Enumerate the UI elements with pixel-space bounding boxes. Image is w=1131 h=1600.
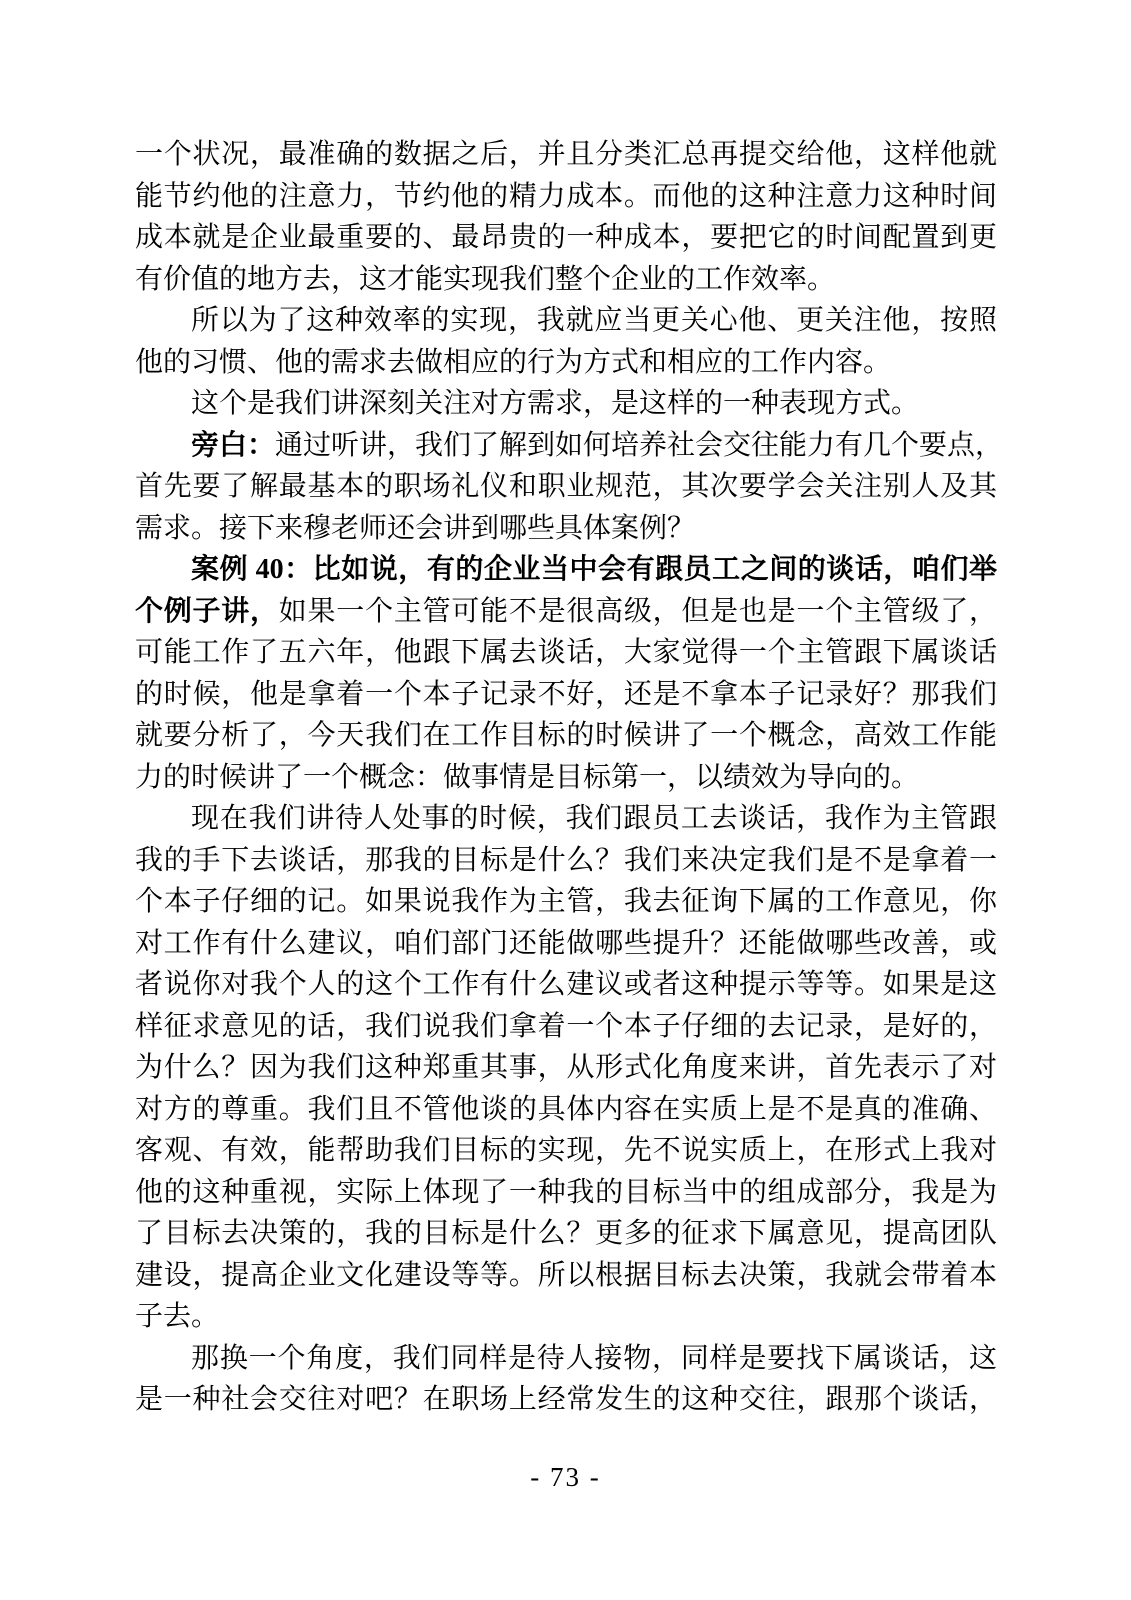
text-line — [135, 632, 997, 674]
text-segment: 对工作有什么建议，咱们部门还能做哪些提升？还能做哪些改善，或 — [135, 927, 997, 959]
text-segment: 者说你对我个人的这个工作有什么建议或者这种提示等等。如果是这 — [135, 969, 997, 1000]
text-segment: 首先要了解最基本的职场礼仪和职业规范，其次要学会关注别人及其 — [135, 471, 997, 502]
text-line — [135, 549, 997, 591]
text-segment: 他的这种重视，实际上体现了一种我的目标当中的组成部分，我是为 — [135, 1176, 997, 1208]
text-segment: 是一种社会交往对吧？在职场上经常发生的这种交往，跟那个谈话， — [135, 1384, 997, 1415]
bold-text-segment: 案例 40：比如说，有的企业当中会有跟员工之间的谈话，咱们举 — [191, 554, 997, 585]
text-line — [135, 217, 997, 259]
text-line — [135, 134, 997, 176]
text-segment: 一个状况，最准确的数据之后，并且分类汇总再提交给他，这样他就 — [135, 139, 997, 170]
text-line — [135, 1338, 997, 1380]
text-line — [135, 508, 997, 550]
text-line — [135, 923, 997, 965]
text-segment: 为什么？因为我们这种郑重其事，从形式化角度来讲，首先表示了对 — [135, 1052, 997, 1083]
text-line — [135, 176, 997, 218]
text-segment: 子去。 — [135, 1301, 220, 1332]
page-number: - 73 - — [530, 1462, 601, 1492]
text-segment: 我的手下去谈话，那我的目标是什么？我们来决定我们是不是拿着一 — [135, 844, 997, 876]
text-body — [135, 134, 1004, 1421]
text-line — [135, 964, 997, 1006]
text-segment: 现在我们讲待人处事的时候，我们跟员工去谈话，我作为主管跟 — [191, 803, 997, 834]
text-line — [135, 342, 997, 384]
text-segment: 这个是我们讲深刻关注对方需求，是这样的一种表现方式。 — [191, 388, 920, 419]
text-segment: 个本子仔细的记。如果说我作为主管，我去征询下属的工作意见，你 — [135, 886, 997, 917]
text-line — [135, 425, 1004, 467]
text-line — [135, 1047, 997, 1089]
text-segment: 能节约他的注意力，节约他的精力成本。而他的这种注意力这种时间 — [135, 180, 997, 212]
text-segment: 通过听讲，我们了解到如何培养社会交往能力有几个要点， — [275, 429, 1004, 461]
text-line — [135, 1379, 997, 1421]
text-line — [135, 1213, 997, 1255]
text-line — [135, 798, 997, 840]
text-segment: 客观、有效，能帮助我们目标的实现，先不说实质上，在形式上我对 — [135, 1135, 997, 1166]
text-segment: 有价值的地方去，这才能实现我们整个企业的工作效率。 — [135, 263, 836, 295]
text-line — [135, 715, 997, 757]
text-line — [135, 1006, 997, 1048]
text-line — [135, 466, 997, 508]
bold-text-segment: 个例子讲， — [135, 595, 279, 627]
text-segment: 可能工作了五六年，他跟下属去谈话，大家觉得一个主管跟下属谈话 — [135, 637, 997, 668]
text-segment: 如果一个主管可能不是很高级，但是也是一个主管级了， — [278, 595, 997, 627]
text-segment: 所以为了这种效率的实现，我就应当更关心他、更关注他，按照 — [191, 305, 997, 336]
text-segment: 样征求意见的话，我们说我们拿着一个本子仔细的去记录，是好的， — [135, 1010, 997, 1042]
text-segment: 需求。接下来穆老师还会讲到哪些具体案例？ — [135, 512, 696, 544]
text-line — [135, 383, 997, 425]
text-line — [135, 1130, 997, 1172]
text-segment: 就要分析了，今天我们在工作目标的时候讲了一个概念，高效工作能 — [135, 720, 997, 751]
text-line — [135, 840, 997, 882]
text-line — [135, 259, 997, 301]
text-line — [135, 591, 997, 633]
text-segment: 成本就是企业最重要的、最昂贵的一种成本，要把它的时间配置到更 — [135, 222, 997, 253]
text-segment: 那换一个角度，我们同样是待人接物，同样是要找下属谈话，这 — [191, 1342, 997, 1374]
text-line — [135, 300, 997, 342]
text-line — [135, 674, 997, 716]
text-line — [135, 881, 997, 923]
text-line — [135, 757, 997, 799]
text-segment: 建设，提高企业文化建设等等。所以根据目标去决策，我就会带着本 — [135, 1259, 997, 1291]
text-line — [135, 1172, 997, 1214]
text-segment: 了目标去决策的，我的目标是什么？更多的征求下属意见，提高团队 — [135, 1218, 997, 1249]
text-segment: 力的时候讲了一个概念：做事情是目标第一，以绩效为导向的。 — [135, 761, 920, 793]
text-segment: 他的习惯、他的需求去做相应的行为方式和相应的工作内容。 — [135, 346, 892, 378]
text-segment: 对方的尊重。我们且不管他谈的具体内容在实质上是不是真的准确、 — [135, 1093, 997, 1125]
text-line — [135, 1296, 997, 1338]
text-line — [135, 1255, 997, 1297]
text-segment: 的时候，他是拿着一个本子记录不好，还是不拿本子记录好？那我们 — [135, 678, 997, 710]
bold-text-segment: 旁白： — [191, 429, 276, 461]
text-line — [135, 1089, 997, 1131]
